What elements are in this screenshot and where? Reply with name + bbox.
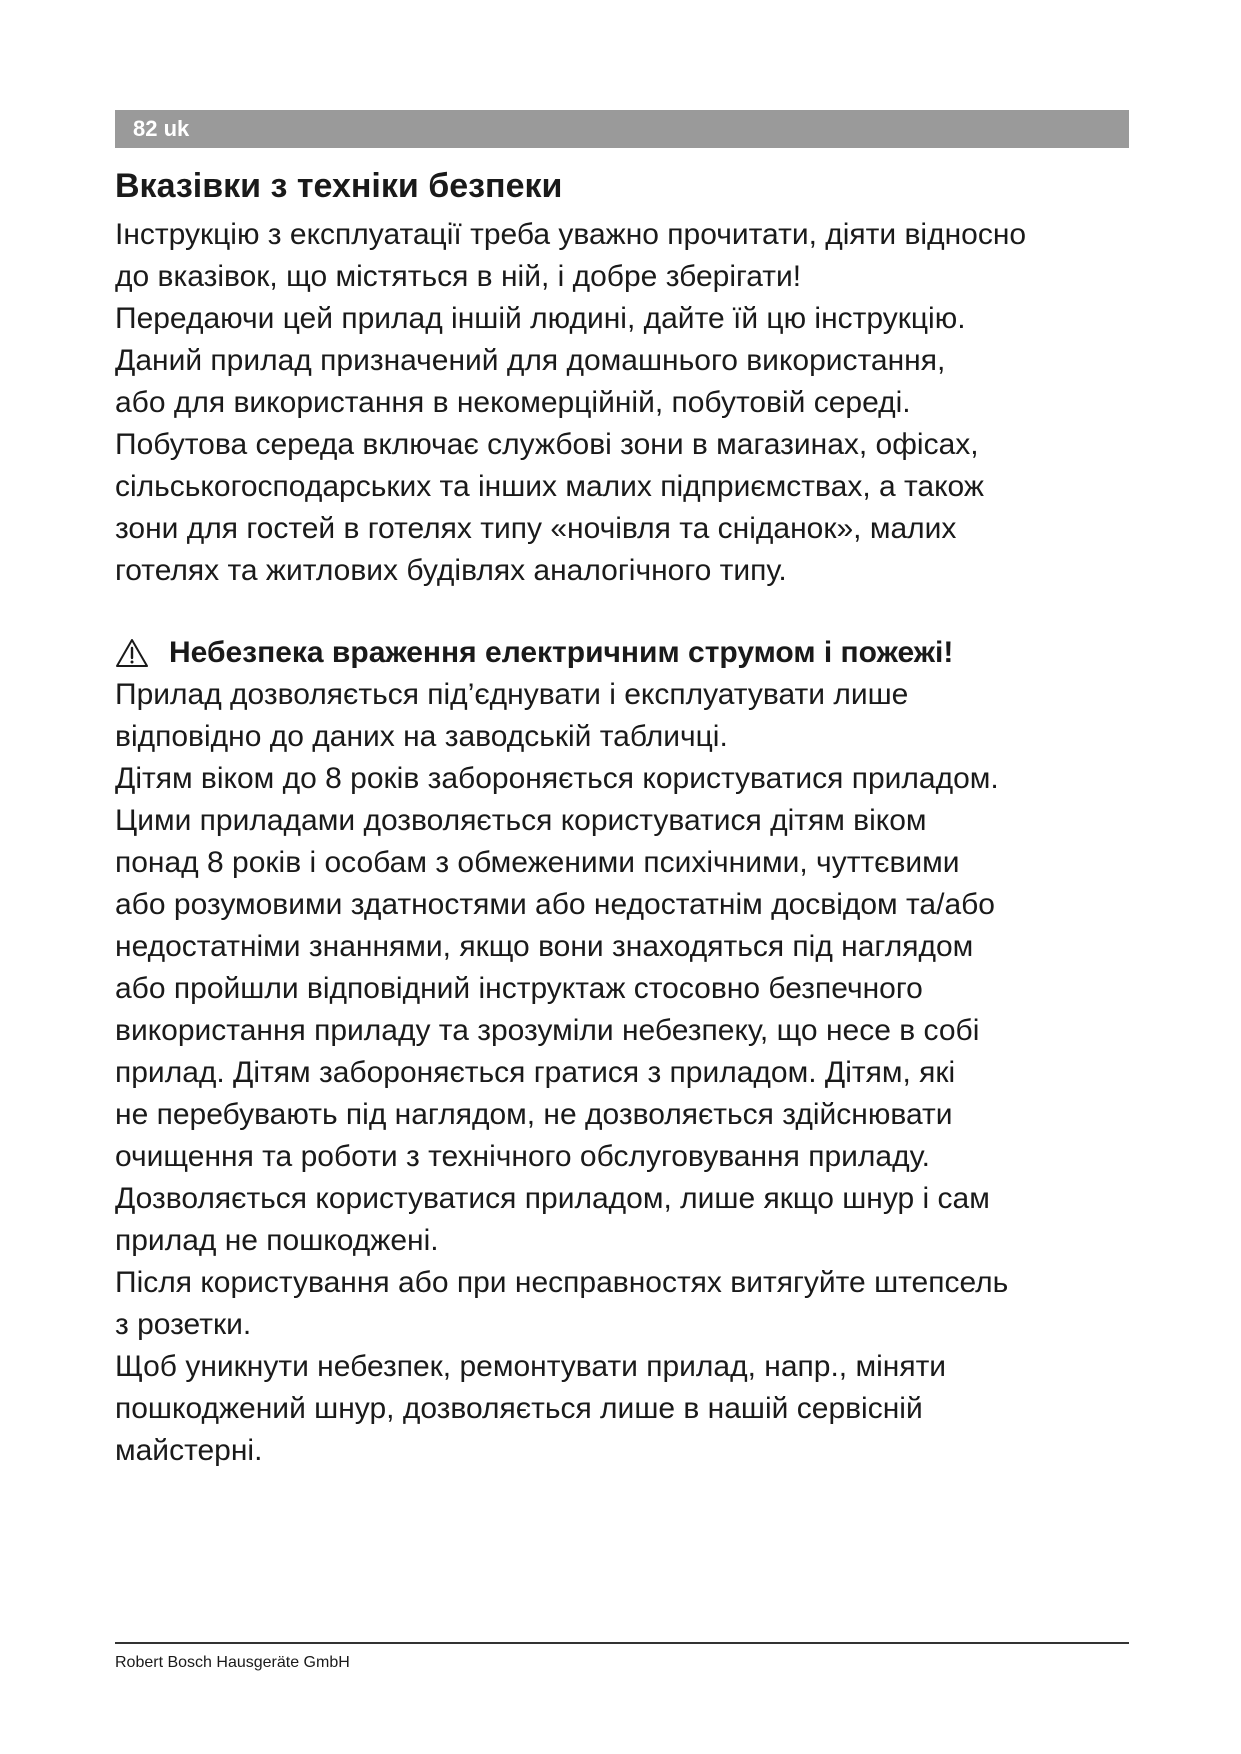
safety-line: пошкоджений шнур, дозволяється лише в нашій сервісній xyxy=(115,1392,923,1425)
intro-line: Інструкцію з експлуатації треба уважно прочитати, діяти відносно xyxy=(115,218,1027,251)
safety-line: Дозволяється користуватися приладом, лише якщо шнур і сам xyxy=(115,1182,990,1215)
page-number-label: 82 uk xyxy=(133,116,190,141)
safety-line: майстерні. xyxy=(115,1434,263,1467)
warning-heading xyxy=(115,632,953,674)
intro-line: Побутова середа включає службові зони в магазинах, офісах, xyxy=(115,428,979,461)
safety-line: Цими приладами дозволяється користуватися дітям віком xyxy=(115,804,927,837)
safety-line: прилад не пошкоджені. xyxy=(115,1224,439,1257)
page-header-bar xyxy=(115,110,1129,148)
intro-line: Даний прилад призначений для домашнього використання, xyxy=(115,344,946,377)
safety-line: з розетки. xyxy=(115,1308,252,1341)
safety-line: використання приладу та зрозуміли небезпеку, що несе в собі xyxy=(115,1014,980,1047)
page-title: Вказівки з техніки безпеки xyxy=(115,167,563,205)
footer-company: Robert Bosch Hausgeräte GmbH xyxy=(115,1654,350,1671)
safety-line: Прилад дозволяється під’єднувати і експлуатувати лише xyxy=(115,678,909,711)
safety-line: понад 8 років і особам з обмеженими психічними, чуттєвими xyxy=(115,846,960,879)
safety-line: відповідно до даних на заводській табличці. xyxy=(115,720,728,753)
safety-line: Щоб уникнути небезпек, ремонтувати прилад, напр., міняти xyxy=(115,1350,947,1383)
safety-paragraph xyxy=(115,674,1008,1472)
safety-line: недостатніми знаннями, якщо вони знаходяться під наглядом xyxy=(115,930,974,963)
safety-line: не перебувають під наглядом, не дозволяється здійснювати xyxy=(115,1098,953,1131)
safety-line: або розумовими здатностями або недостатнім досвідом та/або xyxy=(115,888,995,921)
intro-line: до вказівок, що містяться в ній, і добре зберігати! xyxy=(115,260,802,293)
warning-heading-text: Небезпека враження електричним струмом і пожежі! xyxy=(169,636,954,669)
safety-line: Дітям віком до 8 років забороняється користуватися приладом. xyxy=(115,762,999,795)
intro-line: сільськогосподарських та інших малих підприємствах, а також xyxy=(115,470,984,503)
safety-line: Після користування або при несправностях витягуйте штепсель xyxy=(115,1266,1009,1299)
footer-divider xyxy=(115,1642,1129,1644)
intro-line: готелях та житлових будівлях аналогічного типу. xyxy=(115,554,787,587)
intro-paragraph xyxy=(115,214,1026,592)
safety-line: прилад. Дітям забороняється гратися з приладом. Дітям, які xyxy=(115,1056,956,1089)
safety-line: або пройшли відповідний інструктаж стосовно безпечного xyxy=(115,972,923,1005)
intro-line: зони для гостей в готелях типу «ночівля та сніданок», малих xyxy=(115,512,957,545)
intro-line: Передаючи цей прилад іншій людині, дайте їй цю інструкцію. xyxy=(115,302,966,335)
safety-line: очищення та роботи з технічного обслуговування приладу. xyxy=(115,1140,930,1173)
warning-triangle-icon xyxy=(115,638,149,668)
intro-line: або для використання в некомерційній, побутовій середі. xyxy=(115,386,911,419)
